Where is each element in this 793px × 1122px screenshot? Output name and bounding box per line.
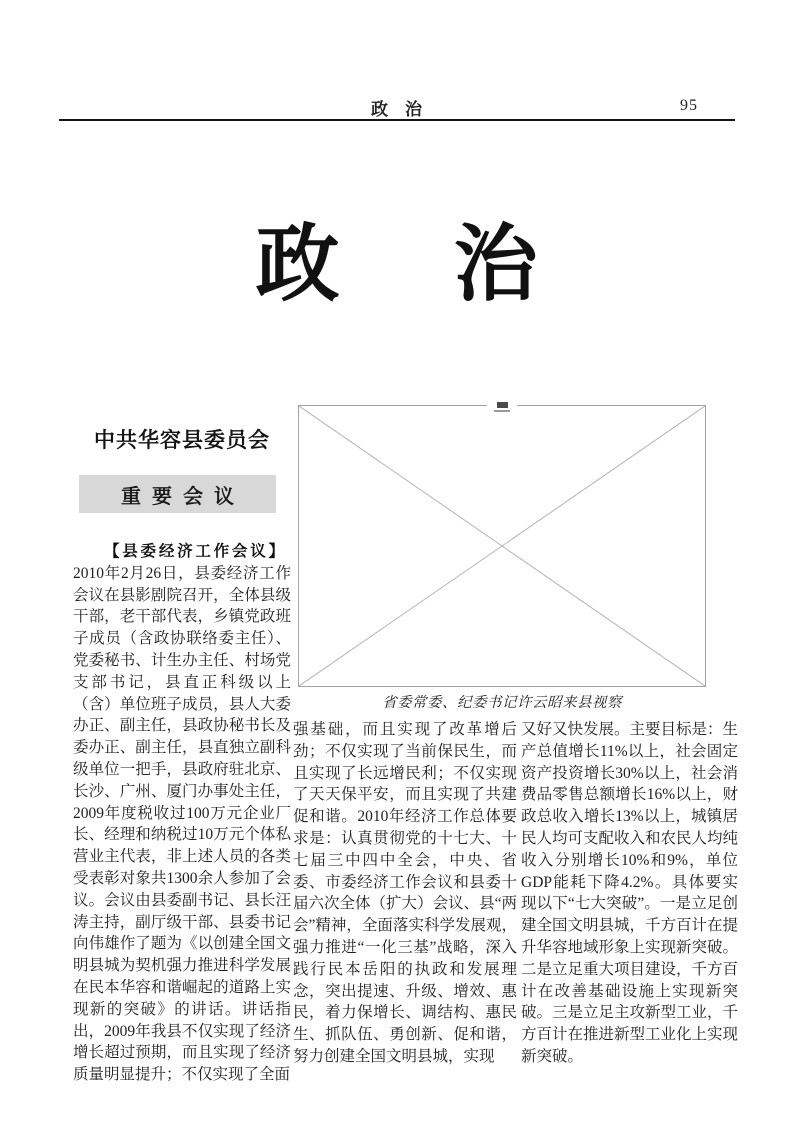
broken-image-icon xyxy=(487,399,517,415)
photo-placeholder xyxy=(298,405,706,687)
article-text-right: 又好又快发展。主要目标是：生产总值增长11%以上，社会固定资产投资增长30%以上，社会消费品零售总额增长16%以上，财政总收入增长13%以上，城镇居民人均可支配收入和农民人均纯收入分别增长10%和9%，单位GDP能耗下降4.2%。具体要实现以下“七大突破”。一是立足创建全国文明县城，千方百计在提升华容地域形象上实现新突破。二是立足重大项目建设，千方百计在改善基础设施上实现新突破。三是立足主攻新型工业，千方百计在推进新型工业化上实现新突破。 xyxy=(521,721,739,1065)
middle-column xyxy=(293,719,517,1068)
placeholder-cross xyxy=(299,406,705,686)
header-rule xyxy=(59,119,735,121)
committee-heading: 中共华容县委员会 xyxy=(94,428,270,452)
article-entry-label: 【县委经济工作会议】 xyxy=(104,543,284,560)
article-body-left xyxy=(73,541,291,1086)
photo-caption: 省委常委、纪委书记许云昭来县视察 xyxy=(382,695,622,711)
section-title xyxy=(0,218,793,315)
section-title-char-right: 治 xyxy=(453,219,538,312)
article-paragraph xyxy=(73,541,291,1086)
article-text-middle: 强基础，而且实现了改革增后劲；不仅实现了当前保民生，而且实现了长远增民利；不仅实现了天天保平安，而且实现了共建促和谐。2010年经济工作总体要求是：认真贯彻党的十七大、十七届三中四中全会，中央、省委、市委经济工作会议和县委十届六次全体（扩大）会议、县“两会”精神，全面落实科学发展观，强力推进“一化三基”战略，深入践行民本岳阳的执政和发展理念，突出提速、升级、增效、惠民，着力保增长、调结构、惠民生、抓队伍、勇创新、促和谐，努力创建全国文明县城，实现 xyxy=(293,721,517,1065)
running-head-title: 政 治 xyxy=(371,100,422,119)
article-text-left: 2010年2月26日，县委经济工作会议在县影剧院召开，全体县级干部，老干部代表，乡镇党政班子成员（含政协联络委主任）、党委秘书、计生办主任、村场党支部书记，县直正科级以上（含）单位班子成员，县人大委办正、副主任，县政协秘书长及委办正、副主任，县直独立副科级单位一把手，县政府驻北京、长沙、广州、厦门办事处主任，2009年度税收过100万元企业厂长、经理和纳税过10万元个体私营业主代表，非上述人员的各类受表彰对象共1300余人参加了会议。会议由县委副书记、县长汪涛主持，副厅级干部、县委书记向伟雄作了题为《以创建全国文明县城为契机强力推进科学发展在民本华容和谐崛起的道路上实现新的突破》的讲话。讲话指出，2009年我县不仅实现了经济增长超过预期，而且实现了经济质量明显提升；不仅实现了全面 xyxy=(73,564,291,1084)
section-title-char-left: 政 xyxy=(255,219,340,312)
left-column xyxy=(73,424,291,1086)
page-number: 95 xyxy=(680,97,698,114)
section-heading-label: 重要会议 xyxy=(121,485,245,508)
section-heading-box xyxy=(79,475,276,513)
right-column xyxy=(521,719,738,1068)
